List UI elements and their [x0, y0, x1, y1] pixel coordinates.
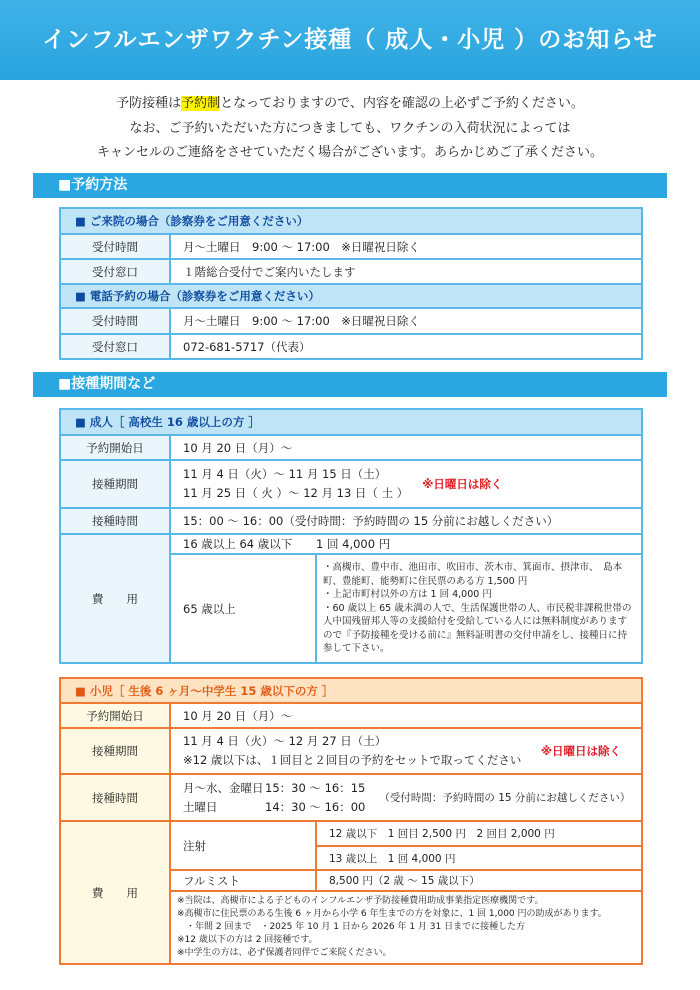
note: ※高槻市に住民票のある生後 6 ヶ月から小学 6 年生までの方を対象に、1 回 1,000 円の助成があります。 — [177, 909, 607, 919]
adult-table — [59, 408, 643, 664]
reservation-table — [59, 207, 643, 360]
phone-title: ■ 電話予約の場合（診察券をご用意ください） — [60, 284, 642, 308]
row-value — [170, 728, 642, 774]
row-label: 接種期間 — [60, 460, 170, 508]
row-label: 接種期間 — [60, 728, 170, 774]
phone-number: 072-681-5717（代表） — [170, 334, 642, 359]
injection-fee: 12 歳以下 1 回目 2,500 円 2 回目 2,000 円 — [316, 821, 642, 846]
row-label: 費 用 — [60, 821, 170, 964]
row-value: 10 月 20 日（月）～ — [170, 435, 642, 460]
fee-price: 1 回 4,000 円 — [316, 534, 642, 554]
period-2: ※12 歳以下は、１回目と２回目の予約をセットで取ってください — [183, 753, 522, 767]
row-value: 月～土曜日 9:00 ～ 17:00 ※日曜祝日除く — [170, 234, 642, 259]
intro-line3: キャンセルのご連絡をさせていただく場合がございます。あらかじめご了承ください。 — [97, 145, 603, 160]
intro-line1-post: となっておりますので、内容を確認の上必ずご予約ください。 — [220, 96, 584, 111]
injection-label: 注射 — [170, 821, 316, 870]
section-period: ■接種期間など — [33, 372, 667, 397]
row-label: 接種時間 — [60, 508, 170, 534]
injection-fee: 13 歳以上 1 回 4,000 円 — [316, 846, 642, 870]
sunday-note: ※日曜日は除く — [422, 477, 503, 491]
flumist-label: フルミスト — [170, 870, 316, 891]
intro-line1: 予防接種は — [116, 96, 182, 111]
row-label: 接種時間 — [60, 774, 170, 821]
time-note: （受付時間：予約時間の 15 分前にお越しください） — [379, 792, 631, 804]
row-value — [170, 460, 642, 508]
fee-age: 65 歳以上 — [170, 554, 316, 663]
fee-note: ・上記市町村以外の方は 1 回 4,000 円 — [323, 589, 492, 601]
fee-note: ・60 歳以上 65 歳未満の人で、生活保護世帯の人、市民税非課税世帯の人中国残留邦人等の支援給付を受給している人には無料制度がありますので『予防接種を受ける前に』無料証明書の交付申請をし、接種日に持参して下さい。 — [323, 602, 632, 655]
period-1: 11 月 4 日（火）～ 12 月 27 日（土） — [183, 734, 387, 748]
sunday-note: ※日曜日は除く — [540, 744, 621, 758]
row-label: 受付窓口 — [60, 334, 170, 359]
section-reservation: ■予約方法 — [33, 173, 667, 198]
page-title: インフルエンザワクチン接種（ 成人・小児 ）のお知らせ — [0, 0, 700, 80]
adult-title: ■ 成人［ 高校生 16 歳以上の方 ］ — [60, 409, 642, 435]
child-notes — [170, 891, 642, 964]
row-value: １階総合受付でご案内いたします — [170, 259, 642, 284]
note: ※当院は、高槻市による子どものインフルエンザ予防接種費用助成事業指定医療機関です。 — [177, 896, 544, 906]
row-label: 予約開始日 — [60, 435, 170, 460]
child-table — [59, 677, 643, 965]
row-label: 受付時間 — [60, 308, 170, 334]
intro-text — [0, 92, 700, 166]
period-2: 11 月 25 日（ 火 ）～ 12 月 13 日（ 土 ） — [183, 486, 409, 500]
time-day: 月～水、金曜日 — [183, 780, 264, 795]
row-label: 予約開始日 — [60, 703, 170, 728]
note: ・年間 2 回まで ・2025 年 10 月 1 日から 2026 年 1 月 31 日までに接種した方 — [177, 922, 526, 932]
fee-note: ・高槻市、豊中市、池田市、吹田市、茨木市、箕面市、摂津市、 島本町、豊能町、能勢町に住民票のある方 1,500 円 — [323, 562, 623, 587]
visit-title: ■ ご来院の場合（診察券をご用意ください） — [60, 208, 642, 234]
note: ※12 歳以下の方は 2 回接種です。 — [177, 935, 318, 945]
fee-notes — [316, 554, 642, 663]
intro-line2: なお、ご予約いただいた方につきましても、ワクチンの入荷状況によっては — [129, 120, 571, 136]
time: 14：30 ～ 16：00 — [265, 799, 366, 814]
fee-age: 16 歳以上 64 歳以下 — [170, 534, 316, 554]
highlight-reservation: 予約制 — [181, 96, 221, 111]
row-value: 15：00 ～ 16：00（受付時間：予約時間の 15 分前にお越しください） — [170, 508, 642, 534]
row-label: 受付時間 — [60, 234, 170, 259]
row-value: 10 月 20 日（月）～ — [170, 703, 642, 728]
period-1: 11 月 4 日（火）～ 11 月 15 日（土） — [183, 467, 387, 481]
time-day: 土曜日 — [183, 799, 218, 814]
row-label: 費 用 — [60, 534, 170, 663]
flumist-fee: 8,500 円（2 歳 ～ 15 歳以下） — [316, 870, 642, 891]
note: ※中学生の方は、必ず保護者同伴でご来院ください。 — [177, 948, 392, 958]
row-label: 受付窓口 — [60, 259, 170, 284]
child-title: ■ 小児［ 生後 6 ヶ月～中学生 15 歳以下の方 ］ — [60, 678, 642, 703]
row-value — [170, 774, 642, 821]
row-value: 月～土曜日 9:00 ～ 17:00 ※日曜祝日除く — [170, 308, 642, 334]
time: 15：30 ～ 16：15 — [265, 780, 366, 795]
